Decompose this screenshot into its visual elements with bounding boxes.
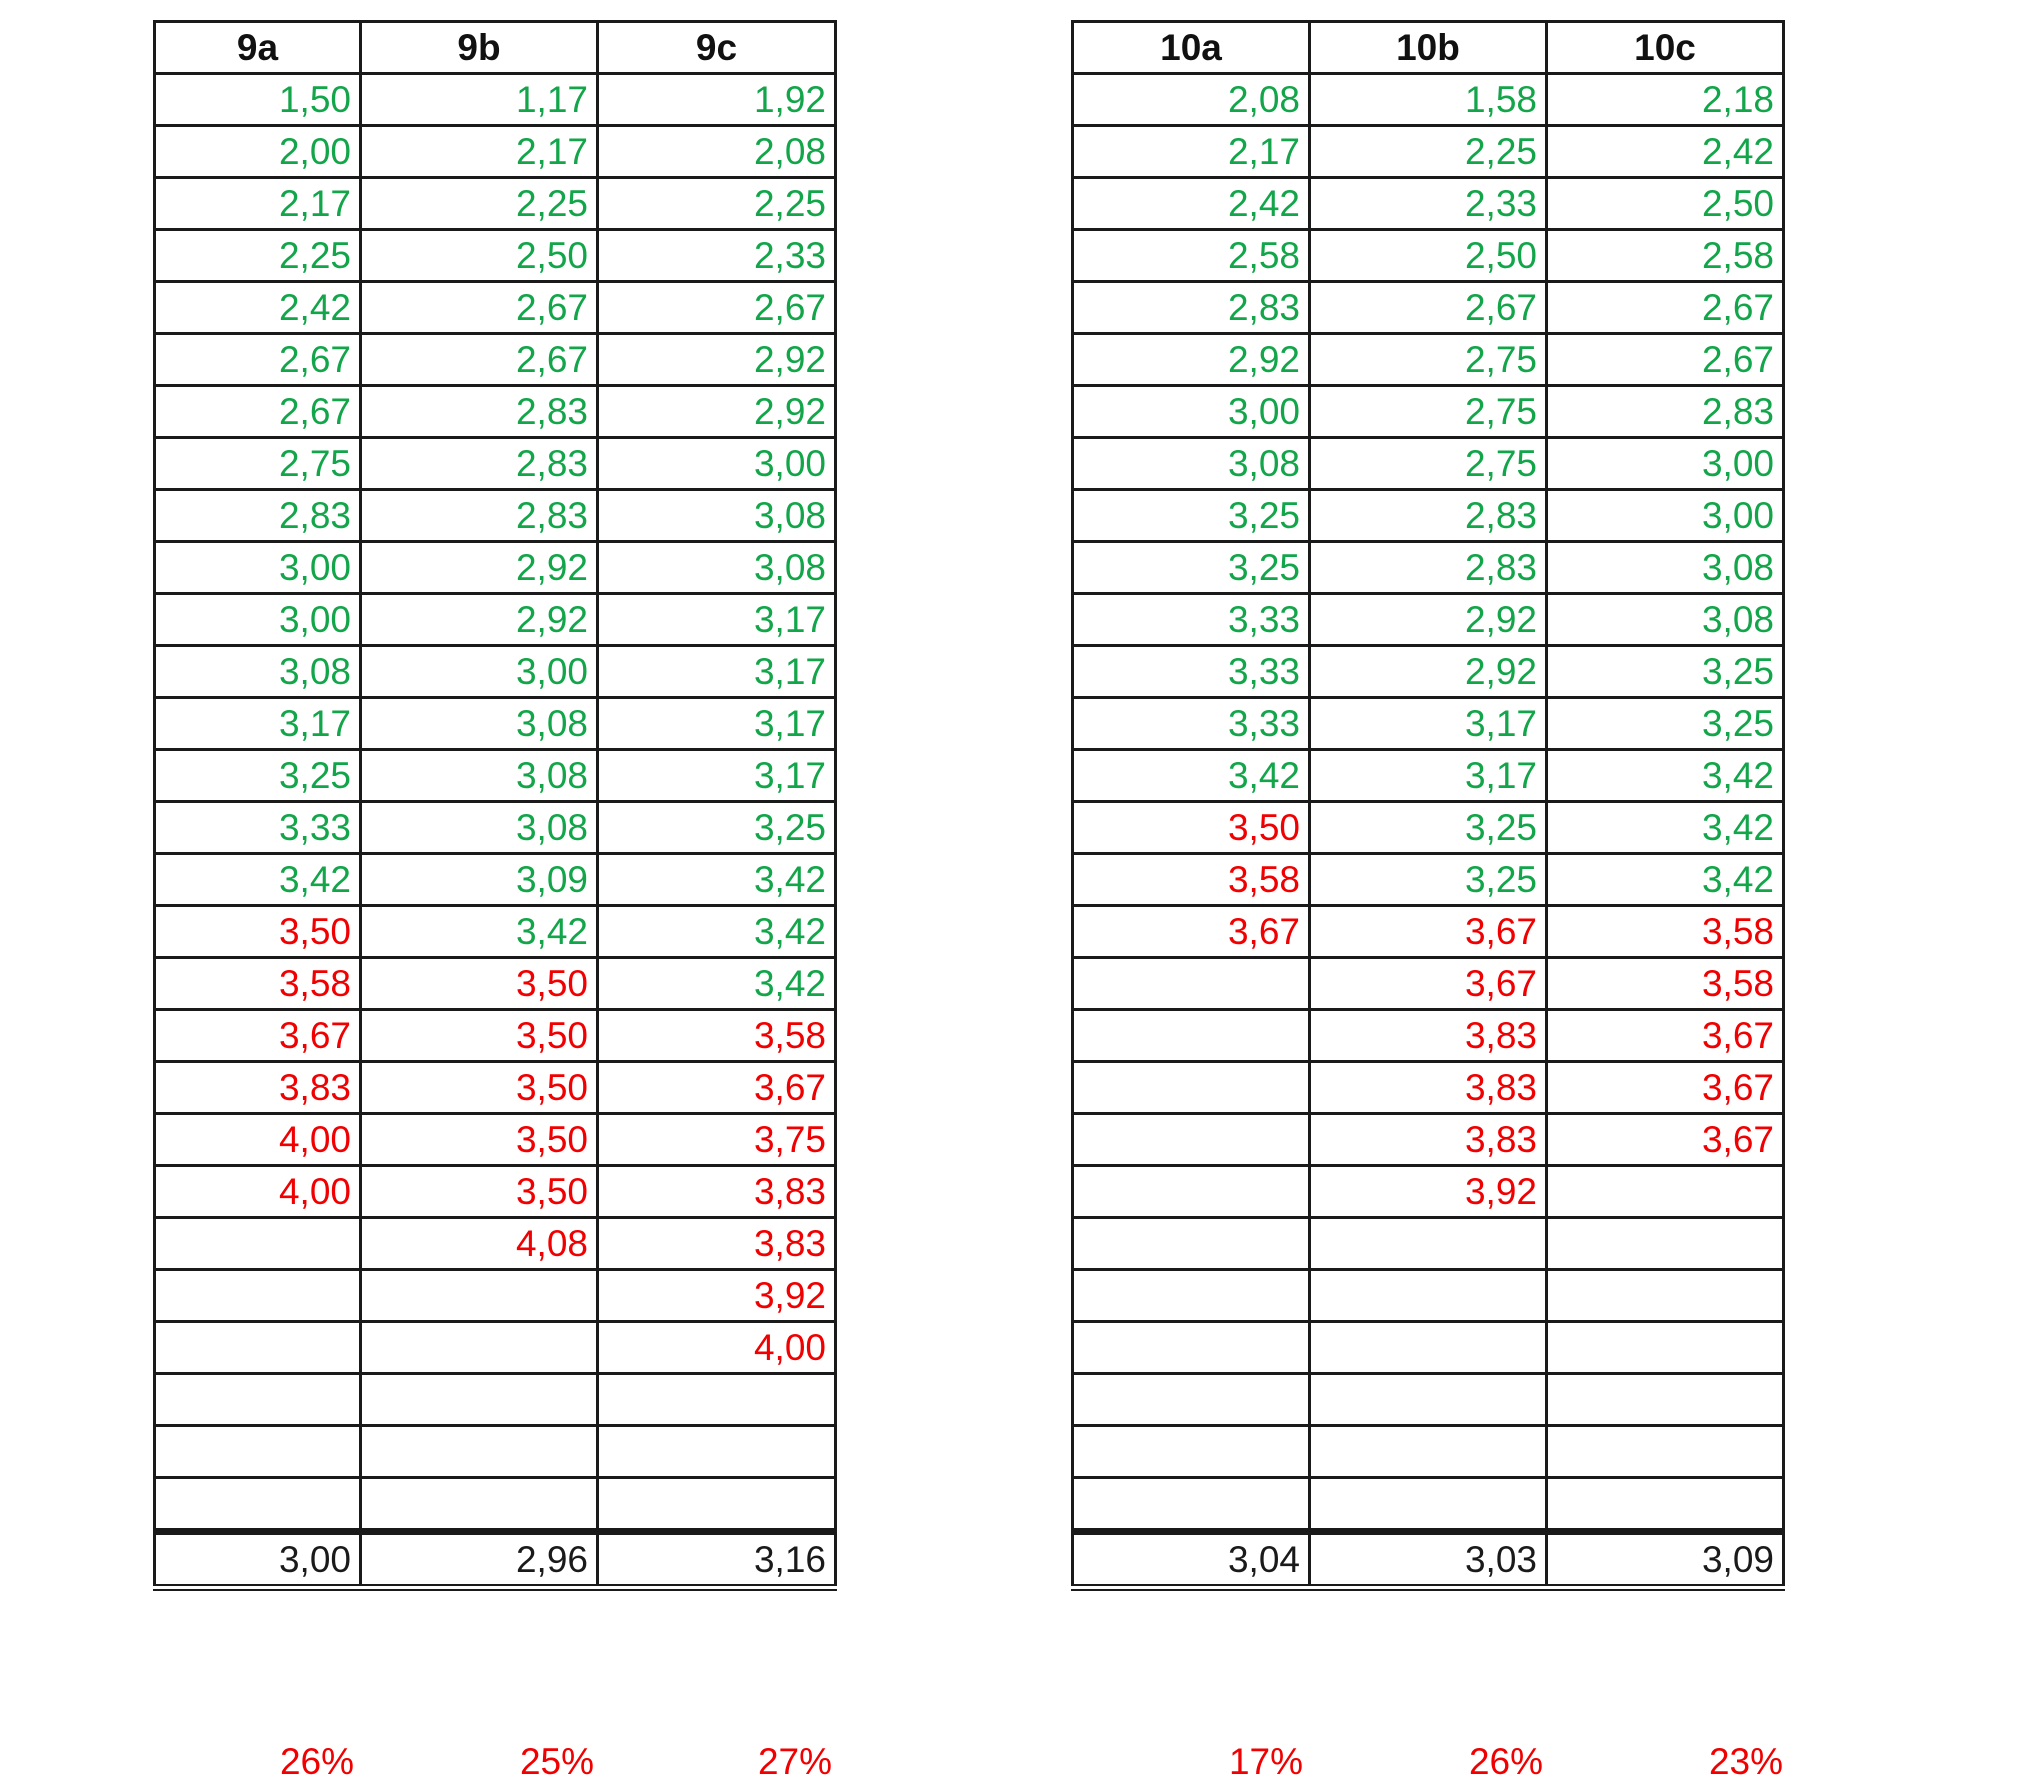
grade-cell-9c: 3,17: [598, 698, 836, 750]
grade-cell-10a: [1073, 1010, 1310, 1062]
column-header-9b: 9b: [361, 22, 598, 74]
table-row: [155, 1166, 836, 1218]
average-cell-10b: 3,03: [1310, 1532, 1547, 1588]
table-row: [155, 126, 836, 178]
grade-cell-9b: 3,50: [361, 1010, 598, 1062]
grade-cell-10b: 2,83: [1310, 542, 1547, 594]
grade-cell-9b: 1,17: [361, 74, 598, 126]
grade-cell-10a: 3,33: [1073, 698, 1310, 750]
table-row: [1073, 74, 1784, 126]
grade-cell-10c: 3,42: [1547, 750, 1784, 802]
grade-cell-10c: 2,42: [1547, 126, 1784, 178]
grade-cell-10c: 3,67: [1547, 1114, 1784, 1166]
grade-cell-10a: [1073, 1374, 1310, 1426]
table-row: [1073, 1426, 1784, 1478]
grade-cell-10a: 3,00: [1073, 386, 1310, 438]
grade-cell-9a: 3,50: [155, 906, 361, 958]
grade-cell-10a: 3,42: [1073, 750, 1310, 802]
percentage-10a: 17%: [1228, 1741, 1303, 1782]
class-10-grades-table: [1071, 20, 1785, 1591]
table-row: [1073, 750, 1784, 802]
grade-cell-9a: [155, 1218, 361, 1270]
grade-cell-10a: 3,33: [1073, 646, 1310, 698]
grade-cell-10c: [1547, 1374, 1784, 1426]
grade-cell-9c: 3,42: [598, 958, 836, 1010]
table-row: [155, 1270, 836, 1322]
grade-cell-9a: [155, 1426, 361, 1478]
grade-cell-9c: 3,92: [598, 1270, 836, 1322]
grade-cell-10b: 2,67: [1310, 282, 1547, 334]
grade-cell-9a: 4,00: [155, 1114, 361, 1166]
grade-cell-10a: 2,08: [1073, 74, 1310, 126]
grade-cell-9b: 3,09: [361, 854, 598, 906]
column-header-10c: 10c: [1547, 22, 1784, 74]
grade-cell-10b: 3,17: [1310, 750, 1547, 802]
grade-cell-9a: 2,25: [155, 230, 361, 282]
grade-cell-9a: 2,17: [155, 178, 361, 230]
grade-cell-10c: 2,50: [1547, 178, 1784, 230]
grade-cell-10c: 3,67: [1547, 1010, 1784, 1062]
grade-cell-9a: 3,67: [155, 1010, 361, 1062]
grade-cell-9a: 2,67: [155, 334, 361, 386]
grade-cell-10b: 2,92: [1310, 646, 1547, 698]
table-row: [1073, 1322, 1784, 1374]
table-row: [155, 230, 836, 282]
grade-cell-10b: [1310, 1374, 1547, 1426]
grade-cell-9a: 1,50: [155, 74, 361, 126]
grade-cell-10b: 2,75: [1310, 386, 1547, 438]
grade-cell-10b: 2,92: [1310, 594, 1547, 646]
grade-cell-9b: [361, 1478, 598, 1532]
grade-cell-10a: [1073, 1062, 1310, 1114]
class-9-percentages: [153, 1740, 840, 1784]
grade-cell-9c: 3,17: [598, 594, 836, 646]
grade-cell-10b: 3,83: [1310, 1062, 1547, 1114]
grade-cell-9c: 1,92: [598, 74, 836, 126]
grade-cell-9c: 3,42: [598, 854, 836, 906]
table-row: [1073, 438, 1784, 490]
table-row: [1073, 1478, 1784, 1532]
grade-cell-9b: 2,83: [361, 490, 598, 542]
grade-cell-10b: [1310, 1322, 1547, 1374]
header-row: [1073, 22, 1784, 74]
table-row: [1073, 230, 1784, 282]
column-header-10b: 10b: [1310, 22, 1547, 74]
grade-rows: [1073, 74, 1784, 1532]
table-row: [155, 1218, 836, 1270]
column-header-10a: 10a: [1073, 22, 1310, 74]
table-row: [155, 854, 836, 906]
grade-cell-10c: 3,58: [1547, 906, 1784, 958]
table-row: [1073, 594, 1784, 646]
table-row: [1073, 386, 1784, 438]
grade-cell-9b: 3,42: [361, 906, 598, 958]
grade-cell-9b: 2,50: [361, 230, 598, 282]
table-row: [1073, 1062, 1784, 1114]
table-row: [1073, 542, 1784, 594]
grade-cell-9a: [155, 1322, 361, 1374]
grade-cell-9b: [361, 1270, 598, 1322]
table-row: [1073, 1166, 1784, 1218]
grade-cell-10b: 1,58: [1310, 74, 1547, 126]
grade-cell-9b: 2,92: [361, 594, 598, 646]
grade-cell-9c: 3,58: [598, 1010, 836, 1062]
grade-cell-10c: [1547, 1478, 1784, 1532]
grade-cell-9a: 3,33: [155, 802, 361, 854]
grade-cell-10c: 3,08: [1547, 594, 1784, 646]
table-row: [1073, 906, 1784, 958]
grade-cell-10c: 3,42: [1547, 802, 1784, 854]
grade-cell-10c: 3,00: [1547, 438, 1784, 490]
grade-cell-9b: 4,08: [361, 1218, 598, 1270]
grade-cell-9b: 2,17: [361, 126, 598, 178]
grade-cell-10c: [1547, 1426, 1784, 1478]
grade-cell-10c: 3,00: [1547, 490, 1784, 542]
grade-cell-9b: 2,83: [361, 438, 598, 490]
grade-cell-9a: 3,00: [155, 542, 361, 594]
table-row: [155, 958, 836, 1010]
table-row: [1073, 1010, 1784, 1062]
grade-cell-10b: 2,75: [1310, 334, 1547, 386]
grade-cell-9c: 3,42: [598, 906, 836, 958]
average-row: [155, 1532, 836, 1588]
grade-cell-9c: 3,75: [598, 1114, 836, 1166]
grade-cell-10a: [1073, 1218, 1310, 1270]
percentage-9b: 25%: [519, 1741, 594, 1782]
grade-rows: [155, 74, 836, 1532]
grade-cell-9a: 2,42: [155, 282, 361, 334]
grade-cell-9c: 3,00: [598, 438, 836, 490]
table-row: [1073, 958, 1784, 1010]
grade-cell-9c: 3,17: [598, 646, 836, 698]
table-row: [155, 282, 836, 334]
grade-cell-9a: 3,83: [155, 1062, 361, 1114]
column-header-9a: 9a: [155, 22, 361, 74]
table-row: [1073, 646, 1784, 698]
average-cell-9a: 3,00: [155, 1532, 361, 1588]
table-row: [155, 334, 836, 386]
grade-cell-10a: 2,58: [1073, 230, 1310, 282]
grade-cell-9c: [598, 1426, 836, 1478]
grade-cell-10c: [1547, 1166, 1784, 1218]
grade-cell-10b: 3,83: [1310, 1114, 1547, 1166]
average-cell-9c: 3,16: [598, 1532, 836, 1588]
grade-cell-10b: 3,17: [1310, 698, 1547, 750]
percentage-9c: 27%: [757, 1741, 832, 1782]
grade-cell-10a: [1073, 1322, 1310, 1374]
table-row: [155, 750, 836, 802]
grade-cell-9b: 2,67: [361, 334, 598, 386]
grade-cell-9c: 3,17: [598, 750, 836, 802]
grade-cell-9b: 3,50: [361, 1062, 598, 1114]
table-row: [155, 1374, 836, 1426]
table-row: [1073, 334, 1784, 386]
percentage-9a: 26%: [279, 1741, 354, 1782]
grade-cell-10b: [1310, 1270, 1547, 1322]
grade-cell-9c: 2,67: [598, 282, 836, 334]
grade-cell-9c: 3,08: [598, 542, 836, 594]
table-row: [1073, 854, 1784, 906]
percentage-10b: 26%: [1468, 1741, 1543, 1782]
table-row: [155, 1426, 836, 1478]
grade-cell-10b: [1310, 1218, 1547, 1270]
grade-cell-9c: [598, 1478, 836, 1532]
grade-cell-9c: 2,08: [598, 126, 836, 178]
grade-cell-10c: 3,58: [1547, 958, 1784, 1010]
grade-cell-9b: 3,08: [361, 750, 598, 802]
grade-cell-9b: 2,25: [361, 178, 598, 230]
average-cell-10a: 3,04: [1073, 1532, 1310, 1588]
grade-cell-9b: 2,67: [361, 282, 598, 334]
table-row: [155, 1010, 836, 1062]
grade-cell-10a: 3,08: [1073, 438, 1310, 490]
table-row: [155, 802, 836, 854]
table-row: [1073, 178, 1784, 230]
table-row: [1073, 126, 1784, 178]
grade-cell-9a: 2,75: [155, 438, 361, 490]
grade-cell-10b: 2,75: [1310, 438, 1547, 490]
grade-cell-9c: 3,83: [598, 1218, 836, 1270]
grade-cell-10b: 3,67: [1310, 906, 1547, 958]
grade-cell-9a: [155, 1478, 361, 1532]
grade-cell-10c: 3,25: [1547, 646, 1784, 698]
grade-cell-9a: [155, 1270, 361, 1322]
grade-cell-10c: 2,18: [1547, 74, 1784, 126]
grade-cell-9c: [598, 1374, 836, 1426]
table-row: [155, 698, 836, 750]
table-row: [1073, 1114, 1784, 1166]
header-row: [155, 22, 836, 74]
grade-cell-10a: [1073, 1478, 1310, 1532]
grade-cell-10a: 3,67: [1073, 906, 1310, 958]
table-row: [1073, 1270, 1784, 1322]
table-row: [155, 178, 836, 230]
grade-cell-10b: 2,33: [1310, 178, 1547, 230]
grade-cell-9b: 3,50: [361, 1166, 598, 1218]
grade-cell-9c: 2,33: [598, 230, 836, 282]
grade-cell-10a: 2,42: [1073, 178, 1310, 230]
grade-cell-9b: [361, 1322, 598, 1374]
grade-cell-9c: 3,08: [598, 490, 836, 542]
grade-cell-10a: [1073, 1270, 1310, 1322]
column-header-9c: 9c: [598, 22, 836, 74]
grade-cell-10b: [1310, 1478, 1547, 1532]
grade-cell-9b: 3,08: [361, 802, 598, 854]
average-row: [1073, 1532, 1784, 1588]
grade-cell-10b: 2,50: [1310, 230, 1547, 282]
grade-cell-10a: 2,83: [1073, 282, 1310, 334]
grade-cell-10b: 3,25: [1310, 854, 1547, 906]
grade-cell-10a: 2,17: [1073, 126, 1310, 178]
grade-cell-10c: 3,08: [1547, 542, 1784, 594]
grade-cell-9a: 2,67: [155, 386, 361, 438]
table-row: [1073, 1374, 1784, 1426]
grade-cell-9b: 2,92: [361, 542, 598, 594]
grade-cell-10a: 3,33: [1073, 594, 1310, 646]
grade-cell-10a: [1073, 1426, 1310, 1478]
grade-cell-10b: 2,25: [1310, 126, 1547, 178]
grade-cell-9b: [361, 1426, 598, 1478]
grade-cell-10b: 3,67: [1310, 958, 1547, 1010]
table-row: [1073, 490, 1784, 542]
grade-cell-9a: 4,00: [155, 1166, 361, 1218]
grade-cell-9a: 3,25: [155, 750, 361, 802]
grade-cell-9a: 3,17: [155, 698, 361, 750]
grade-cell-10a: 3,58: [1073, 854, 1310, 906]
grade-cell-10a: [1073, 1166, 1310, 1218]
grade-cell-9c: 3,67: [598, 1062, 836, 1114]
grade-cell-9c: 2,92: [598, 386, 836, 438]
grade-cell-10c: 2,58: [1547, 230, 1784, 282]
grade-cell-9a: [155, 1374, 361, 1426]
table-row: [155, 542, 836, 594]
grade-cell-9b: 2,83: [361, 386, 598, 438]
grade-cell-10a: [1073, 958, 1310, 1010]
table-row: [155, 1478, 836, 1532]
table-row: [155, 1114, 836, 1166]
grade-cell-9a: 3,08: [155, 646, 361, 698]
grade-cell-10a: [1073, 1114, 1310, 1166]
grade-cell-10c: [1547, 1218, 1784, 1270]
grade-cell-10c: 3,67: [1547, 1062, 1784, 1114]
grade-cell-9b: 3,00: [361, 646, 598, 698]
grade-cell-10c: 3,25: [1547, 698, 1784, 750]
grade-cell-10b: 2,83: [1310, 490, 1547, 542]
grade-cell-9a: 3,42: [155, 854, 361, 906]
grade-cell-10a: 3,50: [1073, 802, 1310, 854]
grade-cell-10c: 3,42: [1547, 854, 1784, 906]
grade-cell-9b: 3,08: [361, 698, 598, 750]
grade-cell-9b: 3,50: [361, 1114, 598, 1166]
grade-cell-10a: 2,92: [1073, 334, 1310, 386]
grade-cell-10b: 3,25: [1310, 802, 1547, 854]
grade-cell-9c: 2,25: [598, 178, 836, 230]
table-row: [155, 1062, 836, 1114]
table-row: [1073, 282, 1784, 334]
grade-cell-9a: 3,58: [155, 958, 361, 1010]
grade-cell-9c: 3,83: [598, 1166, 836, 1218]
table-row: [155, 438, 836, 490]
table-row: [155, 386, 836, 438]
class-10-percentages: [1071, 1740, 1791, 1784]
table-row: [155, 646, 836, 698]
table-row: [155, 74, 836, 126]
grade-cell-10c: 2,83: [1547, 386, 1784, 438]
grade-cell-9c: 2,92: [598, 334, 836, 386]
grade-cell-10b: 3,83: [1310, 1010, 1547, 1062]
table-row: [155, 594, 836, 646]
grade-cell-9a: 2,83: [155, 490, 361, 542]
grade-cell-9c: 3,25: [598, 802, 836, 854]
grade-cell-9a: 3,00: [155, 594, 361, 646]
grade-cell-10c: 2,67: [1547, 282, 1784, 334]
grade-cell-10a: 3,25: [1073, 490, 1310, 542]
percentage-10c: 23%: [1708, 1741, 1783, 1782]
average-cell-9b: 2,96: [361, 1532, 598, 1588]
table-row: [155, 906, 836, 958]
grade-cell-10c: [1547, 1270, 1784, 1322]
grade-cell-9a: 2,00: [155, 126, 361, 178]
grade-cell-10c: [1547, 1322, 1784, 1374]
table-row: [155, 490, 836, 542]
table-row: [1073, 802, 1784, 854]
average-cell-10c: 3,09: [1547, 1532, 1784, 1588]
grade-cell-10a: 3,25: [1073, 542, 1310, 594]
grade-cell-9b: [361, 1374, 598, 1426]
table-row: [155, 1322, 836, 1374]
grade-cell-10b: [1310, 1426, 1547, 1478]
grade-cell-10b: 3,92: [1310, 1166, 1547, 1218]
grade-cell-9c: 4,00: [598, 1322, 836, 1374]
table-row: [1073, 698, 1784, 750]
table-row: [1073, 1218, 1784, 1270]
grade-cell-10c: 2,67: [1547, 334, 1784, 386]
grade-cell-9b: 3,50: [361, 958, 598, 1010]
class-9-grades-table: [153, 20, 837, 1591]
